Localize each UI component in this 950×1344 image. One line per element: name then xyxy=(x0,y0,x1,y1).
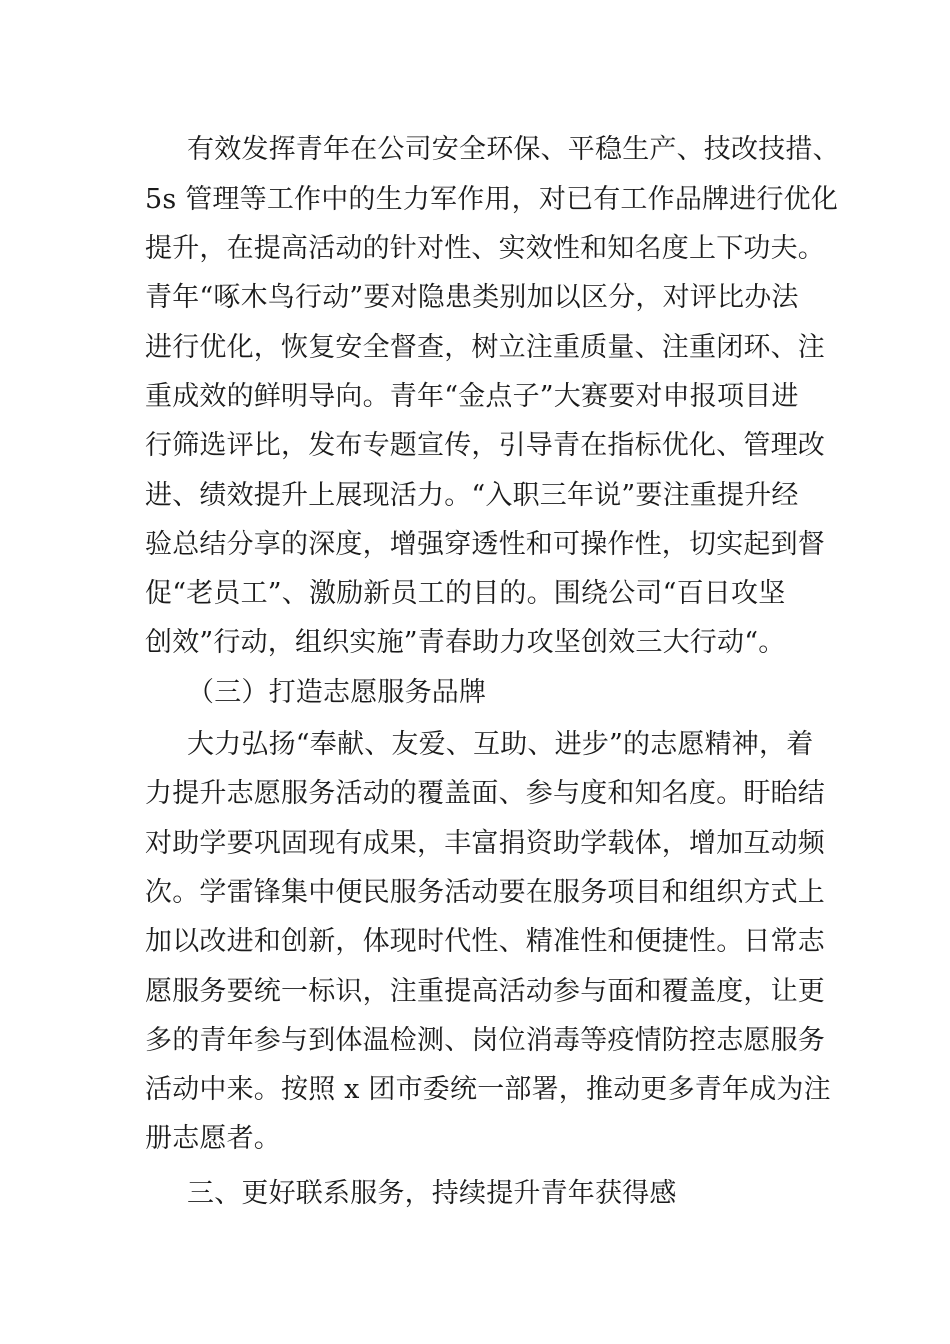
text-line: 验总结分享的深度，增强穿透性和可操作性，切实起到督 xyxy=(145,529,825,560)
text-line: 愿服务要统一标识，注重提高活动参与面和覆盖度，让更 xyxy=(145,976,825,1007)
text-line: 行筛选评比，发布专题宣传，引导青在指标优化、管理改 xyxy=(145,430,825,461)
text-line: 5s 管理等工作中的生力军作用，对已有工作品牌进行优化 xyxy=(145,184,839,215)
text-line: 重成效的鲜明导向。青年“金点子”大赛要对申报项目进 xyxy=(145,381,799,412)
section-heading: （三）打造志愿服务品牌 xyxy=(187,677,487,708)
text-line: 进行优化，恢复安全督查，树立注重质量、注重闭环、注 xyxy=(145,332,825,363)
text-line: 提升，在提高活动的针对性、实效性和知名度上下功夫。 xyxy=(145,233,825,264)
text-line: 进、绩效提升上展现活力。“入职三年说”要注重提升经 xyxy=(145,480,799,511)
text-line: 加以改进和创新，体现时代性、精准性和便捷性。日常志 xyxy=(145,926,825,957)
text-line: 促“老员工”、激励新员工的目的。围绕公司“百日攻坚 xyxy=(145,578,786,609)
text-line: 创效”行动，组织实施”青春助力攻坚创效三大行动“。 xyxy=(145,627,786,658)
text-line: 青年“啄木鸟行动”要对隐患类别加以区分，对评比办法 xyxy=(145,282,799,313)
text-line: 力提升志愿服务活动的覆盖面、参与度和知名度。盱眙结 xyxy=(145,778,825,809)
text-line: 多的青年参与到体温检测、岗位消毒等疫情防控志愿服务 xyxy=(145,1025,825,1056)
text-line: 活动中来。按照 x 团市委统一部署，推动更多青年成为注 xyxy=(145,1074,831,1105)
text-line: 对助学要巩固现有成果，丰富捐资助学载体，增加互动频 xyxy=(145,828,825,859)
text-line: 次。学雷锋集中便民服务活动要在服务项目和组织方式上 xyxy=(145,877,825,908)
part-heading: 三、更好联系服务，持续提升青年获得感 xyxy=(187,1178,677,1209)
text-line: 册志愿者。 xyxy=(145,1123,281,1154)
text-line: 有效发挥青年在公司安全环保、平稳生产、技改技措、 xyxy=(187,134,840,165)
text-line: 大力弘扬“奉献、友爱、互助、进步”的志愿精神，着 xyxy=(187,729,814,760)
